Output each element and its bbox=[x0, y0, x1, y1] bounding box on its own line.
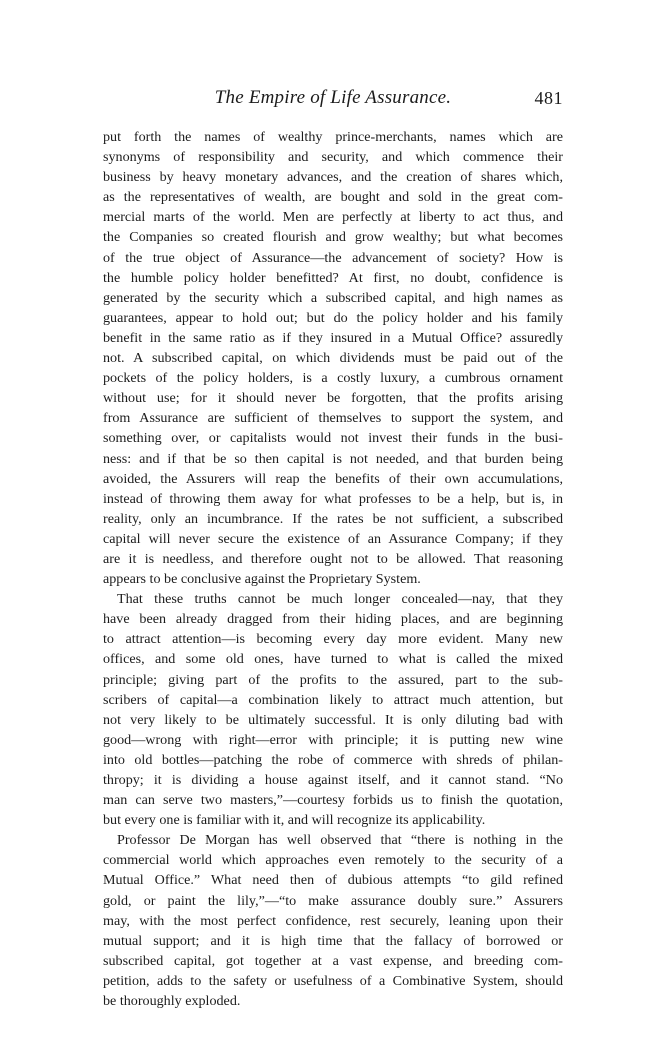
text-line: good—wrong with right—error with principle; it is putting new wine bbox=[103, 731, 563, 748]
running-head bbox=[103, 84, 563, 112]
text-line: something over, or capitalists would not invest their funds in the busi- bbox=[103, 430, 563, 447]
text-line: have been already dragged from their hiding places, and are beginning bbox=[103, 611, 563, 628]
text-line: mercial marts of the world. Men are perfectly at liberty to act thus, and bbox=[103, 209, 563, 226]
text-line: are it is needless, and therefore ought not to be allowed. That reasoning bbox=[103, 550, 563, 567]
text-line: avoided, the Assurers will reap the benefits of their own accumulations, bbox=[103, 470, 563, 487]
text-line: pockets of the policy holders, is a costly luxury, a cumbrous ornament bbox=[103, 370, 563, 387]
text-line: the Companies so created flourish and grow wealthy; but what becomes bbox=[103, 229, 563, 246]
text-line: not. A subscribed capital, on which dividends must be paid out of the bbox=[103, 350, 563, 367]
text-line: ness: and if that be so then capital is not needed, and that burden being bbox=[103, 450, 563, 467]
text-line: into old bottles—patching the robe of commerce with shreds of philan- bbox=[103, 751, 563, 768]
text-line: as the representatives of wealth, are bought and sold in the great com- bbox=[103, 189, 563, 206]
text-line: synonyms of responsibility and security, and which commence their bbox=[103, 149, 563, 166]
text-line: man can serve two masters,”—courtesy forbids us to finish the quotation, bbox=[103, 792, 563, 809]
text-line: offices, and some old ones, have turned to what is called the mixed bbox=[103, 651, 563, 668]
text-line: not very likely to be ultimately successful. It is only diluting bad with bbox=[103, 711, 563, 728]
text-line: without use; for it should never be forgotten, that the profits arising bbox=[103, 390, 563, 407]
text-line: petition, adds to the safety or usefulness of a Combinative System, should bbox=[103, 972, 563, 989]
paragraph-end-line: be thoroughly exploded. bbox=[103, 993, 241, 1010]
text-line: scribers of capital—a combination likely to attract much attention, but bbox=[103, 691, 563, 708]
text-line: to attract attention—is becoming every day more evident. Many new bbox=[103, 631, 563, 648]
text-line: generated by the security which a subscribed capital, and high names as bbox=[103, 289, 563, 306]
text-line: put forth the names of wealthy prince-merchants, names which are bbox=[103, 129, 563, 145]
text-line: mutual support; and it is high time that the fallacy of borrowed or bbox=[103, 932, 563, 949]
text-line: may, with the most perfect confidence, rest securely, leaning upon their bbox=[103, 912, 563, 929]
paragraph-start-line: That these truths cannot be much longer concealed—nay, that they bbox=[117, 591, 563, 608]
text-line: principle; giving part of the profits to the assured, part to the sub- bbox=[103, 671, 563, 688]
text-line: gold, or paint the lily,”—“to make assurance doubly sure.” Assurers bbox=[103, 892, 563, 909]
paragraph-end-line: appears to be conclusive against the Proprietary System. bbox=[103, 571, 421, 588]
text-line: Mutual Office.” What need then of dubious attempts “to gild refined bbox=[103, 872, 563, 889]
text-line: subscribed capital, got together at a vast expense, and breeding com- bbox=[103, 952, 563, 969]
text-line: instead of throwing them away for what professes to be a help, but is, in bbox=[103, 490, 563, 507]
text-line: the humble policy holder benefitted? At first, no doubt, confidence is bbox=[103, 269, 563, 286]
body-text bbox=[103, 127, 563, 1011]
text-line: commercial world which approaches even remotely to the security of a bbox=[103, 852, 563, 869]
text-line: from Assurance are sufficient of themselves to support the system, and bbox=[103, 410, 563, 427]
text-line: capital will never secure the existence of an Assurance Company; if they bbox=[103, 530, 563, 547]
text-line: business by heavy monetary advances, and the creation of shares which, bbox=[103, 169, 563, 186]
page-number: 481 bbox=[534, 88, 563, 108]
text-line: benefit in the same ratio as if they insured in a Mutual Office? assuredly bbox=[103, 329, 563, 346]
paragraph-start-line: Professor De Morgan has well observed that “there is nothing in the bbox=[117, 832, 563, 849]
text-line: reality, only an incumbrance. If the rates be not sufficient, a subscribed bbox=[103, 510, 563, 527]
text-line: of the true object of Assurance—the advancement of society? How is bbox=[103, 249, 563, 266]
paragraph-end-line: but every one is familiar with it, and will recognize its applicability. bbox=[103, 812, 486, 829]
text-line: thropy; it is dividing a house against itself, and it cannot stand. “No bbox=[103, 772, 563, 788]
page-content bbox=[103, 84, 563, 1011]
running-title: The Empire of Life Assurance. bbox=[214, 87, 452, 108]
text-line: guarantees, appear to hold out; but do the policy holder and his family bbox=[103, 309, 563, 326]
